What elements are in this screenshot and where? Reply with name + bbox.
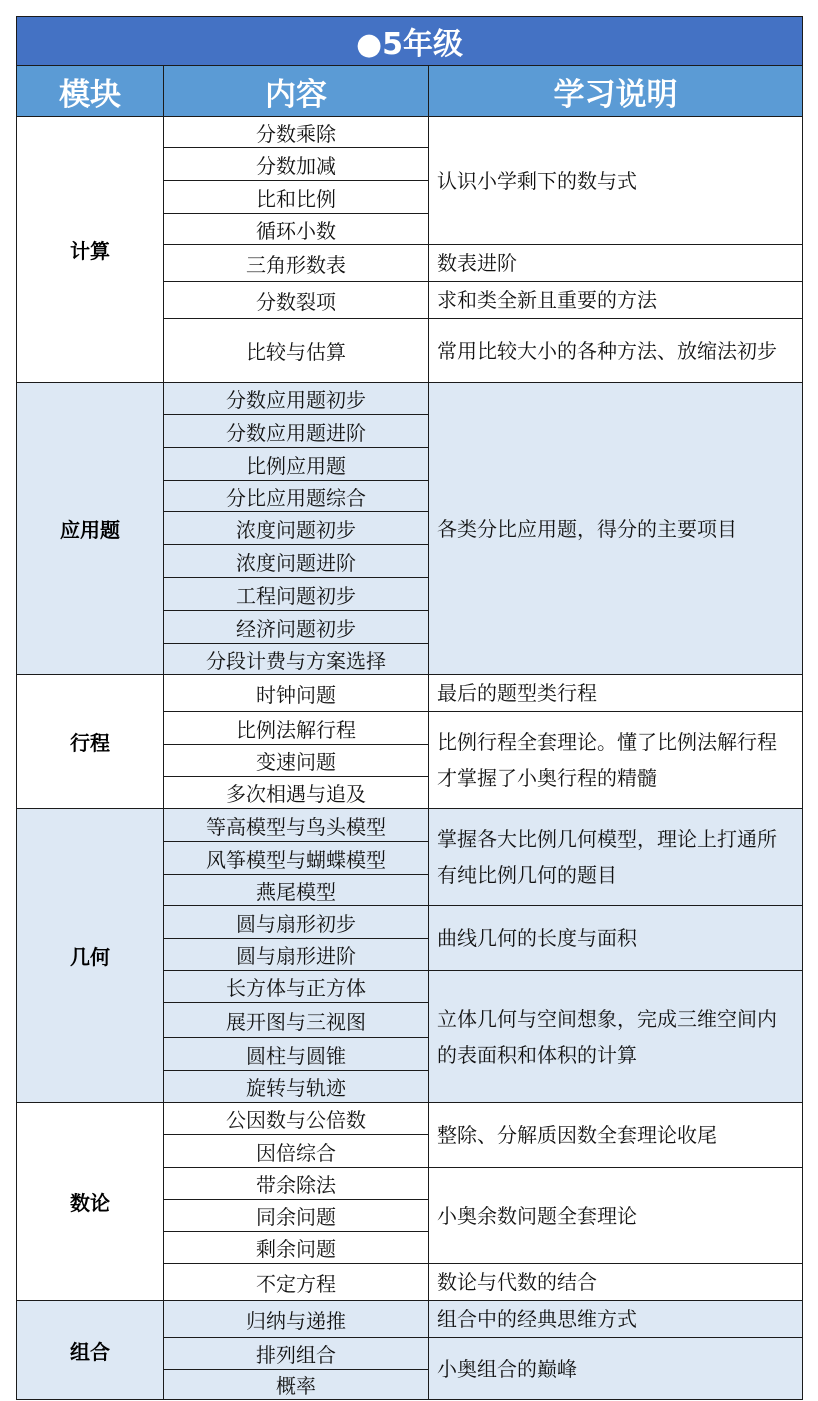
- content-item: 分数乘除: [164, 117, 429, 148]
- content-item: 变速问题: [164, 745, 429, 777]
- content-item: 公因数与公倍数: [164, 1103, 429, 1135]
- content-item: 排列组合: [164, 1338, 429, 1370]
- table-row: [17, 383, 803, 415]
- description-text: 数论与代数的结合: [429, 1264, 803, 1301]
- content-item: 分数加减: [164, 148, 429, 181]
- header-module: 模块: [17, 66, 164, 117]
- content-item: 风筝模型与蝴蝶模型: [164, 842, 429, 875]
- module-name: 计算: [17, 117, 164, 383]
- header-description: 学习说明: [429, 66, 803, 117]
- content-item: 分数应用题进阶: [164, 415, 429, 448]
- content-item: 浓度问题初步: [164, 512, 429, 545]
- curriculum-table: [16, 16, 803, 1400]
- content-item: 圆与扇形初步: [164, 906, 429, 939]
- table-row: [17, 1301, 803, 1338]
- content-item: 比例应用题: [164, 448, 429, 481]
- module-name: 几何: [17, 809, 164, 1103]
- content-item: 分比应用题综合: [164, 481, 429, 512]
- module-name: 数论: [17, 1103, 164, 1301]
- module-name: 组合: [17, 1301, 164, 1400]
- description-text: 比例行程全套理论。懂了比例法解行程才掌握了小奥行程的精髓: [429, 712, 803, 809]
- content-item: 带余除法: [164, 1168, 429, 1200]
- description-text: 各类分比应用题，得分的主要项目: [429, 383, 803, 675]
- content-item: 时钟问题: [164, 675, 429, 712]
- content-item: 比较与估算: [164, 319, 429, 383]
- content-item: 圆柱与圆锥: [164, 1038, 429, 1071]
- content-item: 长方体与正方体: [164, 971, 429, 1003]
- header-content: 内容: [164, 66, 429, 117]
- description-text: 求和类全新且重要的方法: [429, 282, 803, 319]
- description-text: 常用比较大小的各种方法、放缩法初步: [429, 319, 803, 383]
- content-item: 比例法解行程: [164, 712, 429, 745]
- content-item: 燕尾模型: [164, 875, 429, 906]
- content-item: 不定方程: [164, 1264, 429, 1301]
- table-row: [17, 117, 803, 148]
- content-item: 循环小数: [164, 214, 429, 245]
- content-item: 三角形数表: [164, 245, 429, 282]
- module-name: 应用题: [17, 383, 164, 675]
- description-text: 组合中的经典思维方式: [429, 1301, 803, 1338]
- content-item: 同余问题: [164, 1200, 429, 1232]
- description-text: 数表进阶: [429, 245, 803, 282]
- table-row: [17, 1103, 803, 1135]
- content-item: 旋转与轨迹: [164, 1071, 429, 1103]
- content-item: 展开图与三视图: [164, 1003, 429, 1038]
- content-item: 归纳与递推: [164, 1301, 429, 1338]
- content-item: 剩余问题: [164, 1232, 429, 1264]
- content-item: 分段计费与方案选择: [164, 644, 429, 675]
- content-item: 因倍综合: [164, 1135, 429, 1168]
- description-text: 最后的题型类行程: [429, 675, 803, 712]
- description-text: 认识小学剩下的数与式: [429, 117, 803, 245]
- content-item: 多次相遇与追及: [164, 777, 429, 809]
- content-item: 分数应用题初步: [164, 383, 429, 415]
- module-name: 行程: [17, 675, 164, 809]
- description-text: 曲线几何的长度与面积: [429, 906, 803, 971]
- content-item: 分数裂项: [164, 282, 429, 319]
- grade-title: ●5年级: [17, 17, 803, 66]
- content-item: 概率: [164, 1370, 429, 1400]
- content-item: 工程问题初步: [164, 578, 429, 611]
- content-item: 经济问题初步: [164, 611, 429, 644]
- description-text: 掌握各大比例几何模型，理论上打通所有纯比例几何的题目: [429, 809, 803, 906]
- content-item: 圆与扇形进阶: [164, 939, 429, 971]
- content-item: 比和比例: [164, 181, 429, 214]
- description-text: 小奥余数问题全套理论: [429, 1168, 803, 1264]
- table-row: [17, 675, 803, 712]
- description-text: 整除、分解质因数全套理论收尾: [429, 1103, 803, 1168]
- table-row: [17, 809, 803, 842]
- content-item: 等高模型与鸟头模型: [164, 809, 429, 842]
- description-text: 小奥组合的巅峰: [429, 1338, 803, 1400]
- description-text: 立体几何与空间想象，完成三维空间内的表面积和体积的计算: [429, 971, 803, 1103]
- content-item: 浓度问题进阶: [164, 545, 429, 578]
